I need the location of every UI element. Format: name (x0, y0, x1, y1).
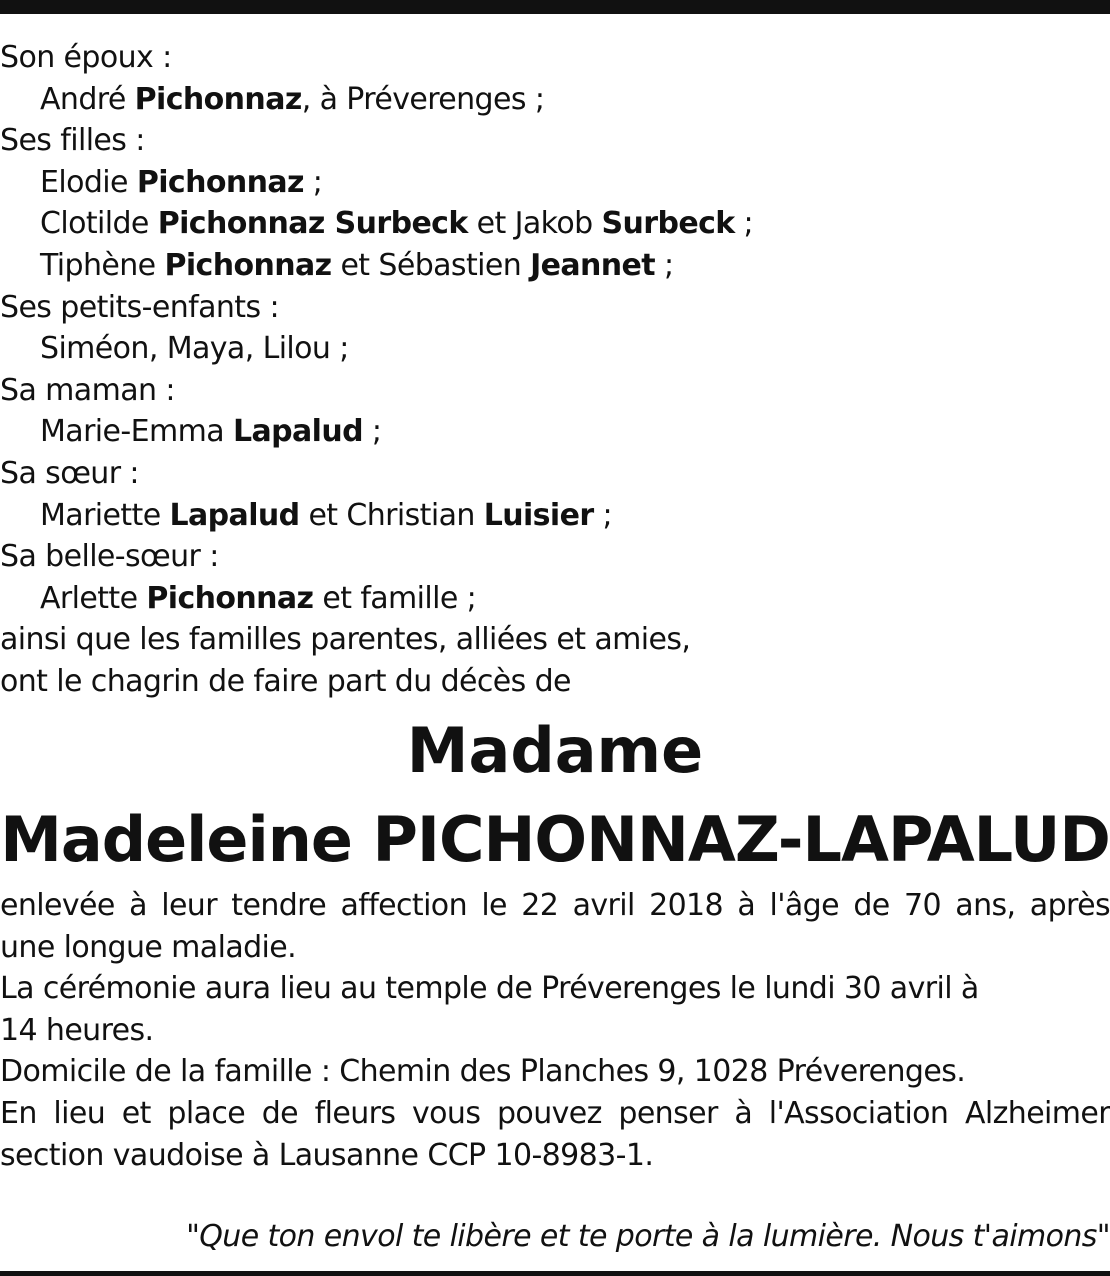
announcement-details (0, 885, 1110, 1176)
closing-quote: "Que ton envol te libère et te porte à la lumière. Nous t'aimons" (186, 1219, 1110, 1254)
family-member-line (0, 79, 1110, 121)
family-member-line (0, 578, 1110, 620)
relation-label: Son époux : (0, 40, 172, 75)
name-text: André (40, 81, 135, 117)
family-member-line (0, 245, 1110, 287)
name-text: Tiphène (40, 247, 165, 283)
family-member-line (0, 162, 1110, 204)
name-text: ; (734, 206, 754, 242)
ceremony-line-2: 14 heures. (0, 1012, 154, 1048)
name-text: ; (362, 414, 382, 450)
ceremony-line-1: La cérémonie aura lieu au temple de Préverenges le lundi 30 avril à (0, 971, 979, 1007)
relation-label: Sa maman : (0, 372, 175, 408)
top-rule (0, 0, 1110, 14)
relation-label: Ses petits-enfants : (0, 289, 279, 325)
family-member-line (0, 328, 1110, 370)
surname: Lapalud (169, 497, 300, 533)
surname: Lapalud (232, 414, 363, 450)
surname: Jeannet (530, 247, 656, 283)
family-list (0, 37, 1110, 703)
surname: Pichonnaz (164, 247, 332, 283)
name-text: et Jakob (467, 206, 602, 242)
relation-label: Sa belle-sœur : (0, 539, 219, 575)
name-text: Siméon, Maya, Lilou ; (40, 331, 349, 367)
name-text: ; (303, 164, 323, 200)
donation-line-2: section vaudoise à Lausanne CCP 10-8983-1. (0, 1137, 654, 1173)
name-text: Mariette (40, 497, 170, 533)
relation-label: Ses filles : (0, 123, 145, 159)
domicile-line: Domicile de la famille : Chemin des Planches 9, 1028 Préverenges. (0, 1054, 966, 1090)
name-text: Clotilde (40, 206, 158, 242)
name-text: , à Préverenges ; (301, 81, 545, 117)
death-line-2: une longue maladie. (0, 929, 297, 965)
surname: Pichonnaz (134, 81, 302, 117)
name-text: Arlette (40, 580, 147, 616)
surname: Pichonnaz Surbeck (157, 206, 468, 242)
death-line-1: enlevée à leur tendre affection le 22 avril 2018 à l'âge de 70 ans, après (0, 888, 1110, 923)
surname: Pichonnaz (146, 580, 314, 616)
surname: Surbeck (601, 206, 735, 242)
name-text: ; (593, 497, 612, 533)
family-member-line (0, 411, 1110, 453)
name-text: et Sébastien (331, 247, 531, 283)
name-text: et famille ; (313, 580, 477, 616)
surname: Luisier (483, 497, 594, 533)
salutation: Madame (406, 714, 704, 787)
deceased-block (0, 714, 1110, 876)
family-member-line (0, 495, 1110, 537)
name-text: ; (655, 247, 674, 283)
family-member-line (0, 203, 1110, 245)
name-text: Marie-Emma (40, 414, 233, 450)
donation-line-1: En lieu et place de fleurs vous pouvez penser à l'Association Alzheimer (0, 1095, 1110, 1131)
relation-label: Sa sœur : (0, 455, 139, 491)
bottom-rule (0, 1271, 1110, 1276)
deceased-name: Madeleine PICHONNAZ-LAPALUD (0, 803, 1110, 876)
intro-line-2: ont le chagrin de faire part du décès de (0, 663, 571, 699)
intro-line-1: ainsi que les familles parentes, alliées et amies, (0, 622, 691, 658)
name-text: Elodie (40, 164, 137, 200)
name-text: et Christian (299, 497, 484, 533)
surname: Pichonnaz (136, 164, 304, 200)
